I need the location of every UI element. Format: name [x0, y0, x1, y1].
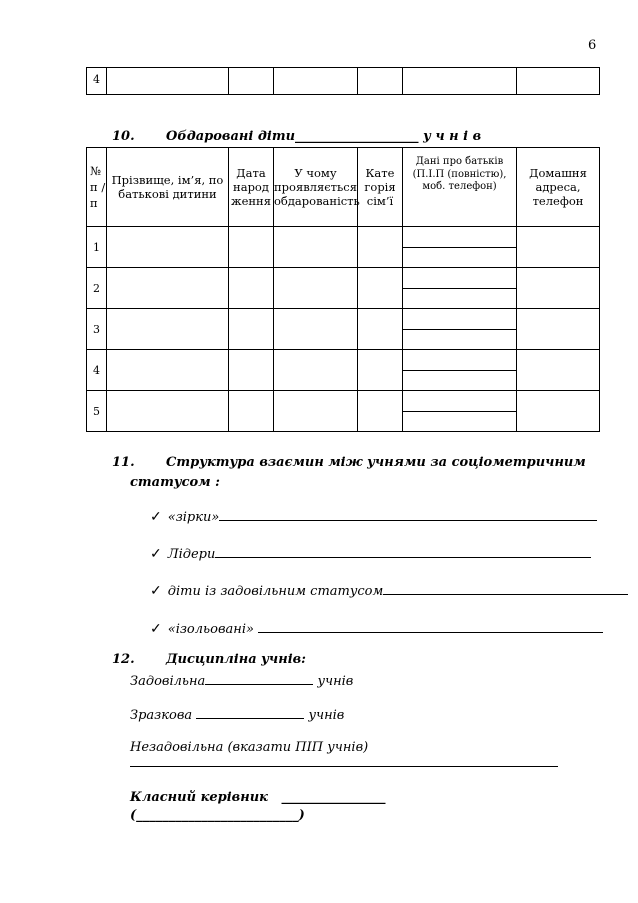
table-row [87, 268, 600, 309]
table-cell[interactable] [274, 309, 358, 350]
section-11-title [112, 455, 586, 470]
table-cell[interactable] [107, 227, 229, 268]
table-cell[interactable] [358, 391, 403, 432]
section-10-title [112, 129, 481, 144]
page-number: 6 [588, 38, 597, 53]
header-parents: Дані про батьків (П.І.П (повністю), моб. телефон) [403, 148, 517, 227]
teacher-name-blank[interactable]: (_________________________) [130, 808, 305, 823]
title-suffix: у ч н і в [423, 129, 482, 144]
students-label: учнів [308, 708, 345, 723]
table-row [87, 227, 600, 268]
table-cell[interactable] [517, 227, 600, 268]
section-title-text: Структура взаємин між учнями за соціометричним [166, 455, 586, 470]
table-cell[interactable] [229, 268, 274, 309]
checkmark-icon: ✓ [150, 509, 162, 525]
discipline-label: Задовільна [130, 674, 206, 689]
table-cell[interactable] [517, 391, 600, 432]
table-cell[interactable] [403, 68, 517, 95]
list-item [150, 582, 628, 599]
table-cell[interactable] [107, 68, 229, 95]
title-blank: ___________________ [295, 129, 419, 144]
parents-cell[interactable] [403, 309, 517, 350]
table-cell[interactable] [358, 309, 403, 350]
table-row [87, 391, 600, 432]
parents-cell[interactable] [403, 268, 517, 309]
discipline-satisfactory [130, 672, 353, 689]
table-cell[interactable] [229, 391, 274, 432]
row-number: 1 [87, 227, 107, 268]
table-cell[interactable] [358, 350, 403, 391]
row-number: 2 [87, 268, 107, 309]
list-item [150, 508, 597, 525]
list-item [150, 545, 591, 562]
discipline-exemplary [130, 706, 344, 723]
gifted-children-table [86, 147, 600, 432]
parents-cell[interactable] [403, 227, 517, 268]
row-number: 4 [87, 68, 107, 95]
table-cell[interactable] [229, 227, 274, 268]
table-cell[interactable] [517, 350, 600, 391]
table-cell[interactable] [274, 391, 358, 432]
table-row [87, 68, 600, 95]
table-cell[interactable] [517, 68, 600, 95]
discipline-unsatisfactory: Незадовільна (вказати ПІП учнів) [130, 740, 369, 755]
table-row [87, 309, 600, 350]
header-address: Домашня адреса, телефон [517, 148, 600, 227]
header-giftedness: У чому проявляється обдарованість [274, 148, 358, 227]
table-cell[interactable] [107, 391, 229, 432]
fill-line[interactable] [130, 766, 558, 767]
table-cell[interactable] [229, 350, 274, 391]
fill-line[interactable] [219, 508, 597, 521]
section-11-title-cont: статусом : [130, 475, 220, 490]
previous-table-fragment [86, 67, 600, 95]
table-cell[interactable] [229, 68, 274, 95]
row-number: 4 [87, 350, 107, 391]
header-birthdate: Дата народ ження [229, 148, 274, 227]
header-number: № п / п [87, 148, 107, 227]
checkmark-icon: ✓ [150, 583, 162, 599]
section-number: 10. [112, 129, 135, 144]
class-teacher-label: Класний керівник [130, 790, 268, 805]
table-cell[interactable] [274, 227, 358, 268]
parents-cell[interactable] [403, 391, 517, 432]
section-number: 11. [112, 455, 135, 470]
table-cell[interactable] [229, 309, 274, 350]
section-number: 12. [112, 652, 135, 667]
table-cell[interactable] [274, 350, 358, 391]
list-item-label: Лідери [167, 547, 216, 562]
section-title-text: Обдаровані діти [166, 129, 296, 144]
table-cell[interactable] [274, 268, 358, 309]
list-item-label: «зірки» [167, 510, 220, 525]
row-number: 5 [87, 391, 107, 432]
discipline-label: Зразкова [130, 708, 193, 723]
header-name: Прізвище, ім’я, по батькові дитини [107, 148, 229, 227]
table-cell[interactable] [274, 68, 358, 95]
parents-cell[interactable] [403, 350, 517, 391]
table-cell[interactable] [517, 309, 600, 350]
section-title-text: Дисципліна учнів: [166, 652, 306, 667]
fill-line[interactable] [383, 582, 628, 595]
list-item-label: «ізольовані» [167, 622, 254, 637]
table-row [87, 350, 600, 391]
table-cell[interactable] [358, 227, 403, 268]
list-item [150, 620, 603, 637]
header-family-category: Кате горія сім’ї [358, 148, 403, 227]
table-cell[interactable] [358, 68, 403, 95]
checkmark-icon: ✓ [150, 546, 162, 562]
table-cell[interactable] [107, 350, 229, 391]
class-teacher-line [130, 790, 386, 805]
students-label: учнів [317, 674, 354, 689]
table-header-row [87, 148, 600, 227]
fill-line[interactable] [215, 545, 591, 558]
table-cell[interactable] [358, 268, 403, 309]
row-number: 3 [87, 309, 107, 350]
signature-blank[interactable]: ________________ [281, 790, 386, 805]
fill-line[interactable] [205, 672, 313, 685]
table-cell[interactable] [107, 268, 229, 309]
table-cell[interactable] [517, 268, 600, 309]
checkmark-icon: ✓ [150, 621, 162, 637]
fill-line[interactable] [258, 620, 603, 633]
list-item-label: діти із задовільним статусом [167, 584, 384, 599]
table-cell[interactable] [107, 309, 229, 350]
section-12-title [112, 652, 306, 667]
fill-line[interactable] [196, 706, 304, 719]
